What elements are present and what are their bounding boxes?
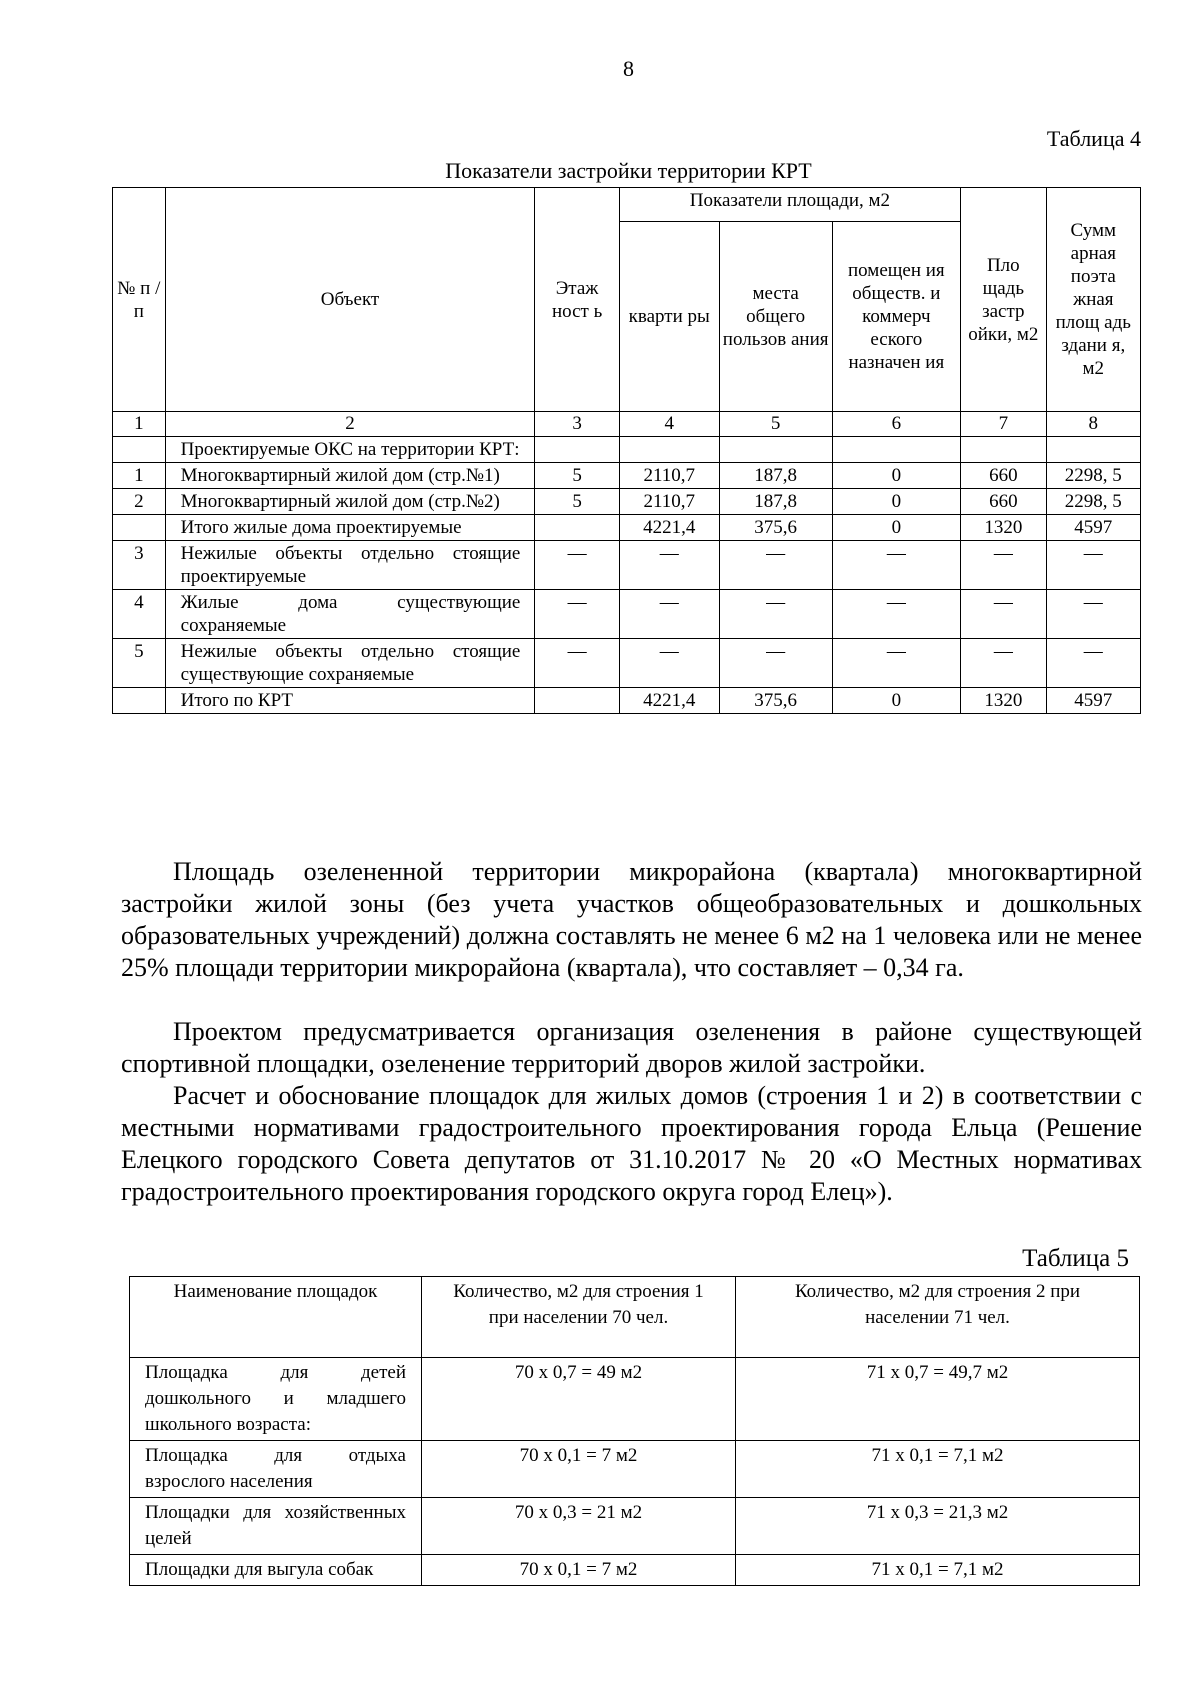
table5-caption: Таблица 5 [1022,1245,1129,1272]
row-floors: — [535,639,619,688]
row-object: Проектируемые ОКС на территории КРТ: [165,437,535,463]
row-total: 2298, 5 [1046,463,1140,489]
playground-name: Площадка для детей дошкольного и младшего школьного возраста: [130,1358,422,1441]
row-num: 2 [113,489,166,515]
header-building1-qty: Количество, м2 для строения 1 при населении 70 чел. [422,1277,736,1358]
index-row [113,412,1141,437]
row-num: 5 [113,639,166,688]
building1-qty: 70 х 0,1 = 7 м2 [422,1441,736,1498]
paragraph-calculation [121,1080,1142,1208]
header-footprint: Пло щадь застр ойки, м2 [961,188,1047,412]
header-floors: Этаж ност ь [535,188,619,412]
row-apartments: — [619,590,719,639]
table-row [130,1441,1140,1498]
playground-name: Площадки для выгула собак [130,1555,422,1586]
row-floors: — [535,590,619,639]
table-row [113,590,1141,639]
row-common: 187,8 [719,463,832,489]
row-total: — [1046,639,1140,688]
table-row [130,1498,1140,1555]
row-num [113,688,166,714]
row-apartments: — [619,541,719,590]
row-commercial: — [832,541,960,590]
building1-qty: 70 х 0,7 = 49 м2 [422,1358,736,1441]
building1-qty: 70 х 0,3 = 21 м2 [422,1498,736,1555]
table-row [113,489,1141,515]
playground-name: Площадки для хозяйственных целей [130,1498,422,1555]
row-commercial: 0 [832,688,960,714]
row-footprint: — [961,590,1047,639]
row-apartments: 2110,7 [619,463,719,489]
row-common: — [719,590,832,639]
paragraph-text: Проектом предусматривается организация озеленения в районе существующей спортивной площадки, озеленение территорий дворов жилой застройки. [121,1017,1142,1078]
header-num: № п / п [113,188,166,412]
row-footprint: 660 [961,489,1047,515]
row-object: Нежилые объекты отдельно стоящие существующие сохраняемые [165,639,535,688]
row-commercial: — [832,590,960,639]
header-object: Объект [165,188,535,412]
row-apartments: — [619,639,719,688]
table4-title: Показатели застройки территории КРТ [445,158,812,183]
row-floors: — [535,541,619,590]
table-row [113,437,1141,463]
row-footprint: 660 [961,463,1047,489]
index-cell: 4 [619,412,719,437]
paragraph-green-area [121,856,1142,984]
row-apartments: 4221,4 [619,515,719,541]
header-total-floor-area: Сумм арная поэта жная площ адь здани я, м2 [1046,188,1140,412]
row-floors [535,437,619,463]
row-object: Жилые дома существующие сохраняемые [165,590,535,639]
row-floors: 5 [535,463,619,489]
building2-qty: 71 х 0,3 = 21,3 м2 [736,1498,1140,1555]
row-common: — [719,541,832,590]
table-row [113,463,1141,489]
header-apartments: кварти ры [619,222,719,412]
header-common-areas: места общего пользов ания [719,222,832,412]
index-cell: 5 [719,412,832,437]
row-commercial: 0 [832,489,960,515]
row-common [719,437,832,463]
row-object: Нежилые объекты отдельно стоящие проектируемые [165,541,535,590]
row-commercial: 0 [832,463,960,489]
row-total: 4597 [1046,515,1140,541]
index-cell: 7 [961,412,1047,437]
table-row [113,639,1141,688]
row-total: — [1046,590,1140,639]
row-num: 4 [113,590,166,639]
paragraph-text: Площадь озелененной территории микрорайона (квартала) многоквартирной застройки жилой зоны (без учета участков общеобразовательных и дошкольных образовательных учреждений) должна составлять не менее 6 м2 на 1 человека или не менее 25% площади территории микрорайона (квартала), что составляет – 0,34 га. [121,857,1142,982]
index-cell: 1 [113,412,166,437]
row-common: 375,6 [719,688,832,714]
header-commercial: помещен ия обществ. и коммерч еского назначен ия [832,222,960,412]
row-object: Итого по КРТ [165,688,535,714]
row-num: 3 [113,541,166,590]
row-num [113,437,166,463]
building2-qty: 71 х 0,1 = 7,1 м2 [736,1441,1140,1498]
row-num [113,515,166,541]
building2-qty: 71 х 0,1 = 7,1 м2 [736,1555,1140,1586]
table-row [130,1358,1140,1441]
playground-name: Площадка для отдыха взрослого населения [130,1441,422,1498]
table-row [113,688,1141,714]
index-cell: 6 [832,412,960,437]
row-apartments: 2110,7 [619,489,719,515]
header-playground-name: Наименование площадок [130,1277,422,1358]
row-commercial: 0 [832,515,960,541]
paragraph-landscaping [121,1016,1142,1080]
row-object: Итого жилые дома проектируемые [165,515,535,541]
row-common: 187,8 [719,489,832,515]
row-total: — [1046,541,1140,590]
row-footprint [961,437,1047,463]
row-footprint: — [961,541,1047,590]
page-number: 8 [623,56,634,81]
row-total: 2298, 5 [1046,489,1140,515]
table4-caption: Таблица 4 [1046,126,1141,151]
building1-qty: 70 х 0,1 = 7 м2 [422,1555,736,1586]
table-row [130,1555,1140,1586]
row-total: 4597 [1046,688,1140,714]
table-row [113,515,1141,541]
paragraph-text: Расчет и обоснование площадок для жилых домов (строения 1 и 2) в соответствии с местными нормативами градостроительного проектирования города Ельца (Решение Елецкого городского Совета депутатов от 31.10.2017 № 20 «О Местных нормативах градостроительного проектирования городского округа город Елец»). [121,1081,1142,1206]
header-building2-qty: Количество, м2 для строения 2 при населении 71 чел. [736,1277,1140,1358]
table-row [113,541,1141,590]
row-object: Многоквартирный жилой дом (стр.№1) [165,463,535,489]
row-total [1046,437,1140,463]
row-object: Многоквартирный жилой дом (стр.№2) [165,489,535,515]
building2-qty: 71 х 0,7 = 49,7 м2 [736,1358,1140,1441]
row-commercial [832,437,960,463]
row-commercial: — [832,639,960,688]
row-footprint: 1320 [961,515,1047,541]
index-cell: 3 [535,412,619,437]
row-common: 375,6 [719,515,832,541]
row-num: 1 [113,463,166,489]
row-footprint: 1320 [961,688,1047,714]
row-floors [535,688,619,714]
row-floors [535,515,619,541]
index-cell: 8 [1046,412,1140,437]
row-floors: 5 [535,489,619,515]
table5-playgrounds [129,1276,1140,1586]
index-cell: 2 [165,412,535,437]
row-footprint: — [961,639,1047,688]
row-common: — [719,639,832,688]
row-apartments: 4221,4 [619,688,719,714]
row-apartments [619,437,719,463]
header-area-group: Показатели площади, м2 [619,188,960,222]
table4-building-indicators [112,187,1141,714]
